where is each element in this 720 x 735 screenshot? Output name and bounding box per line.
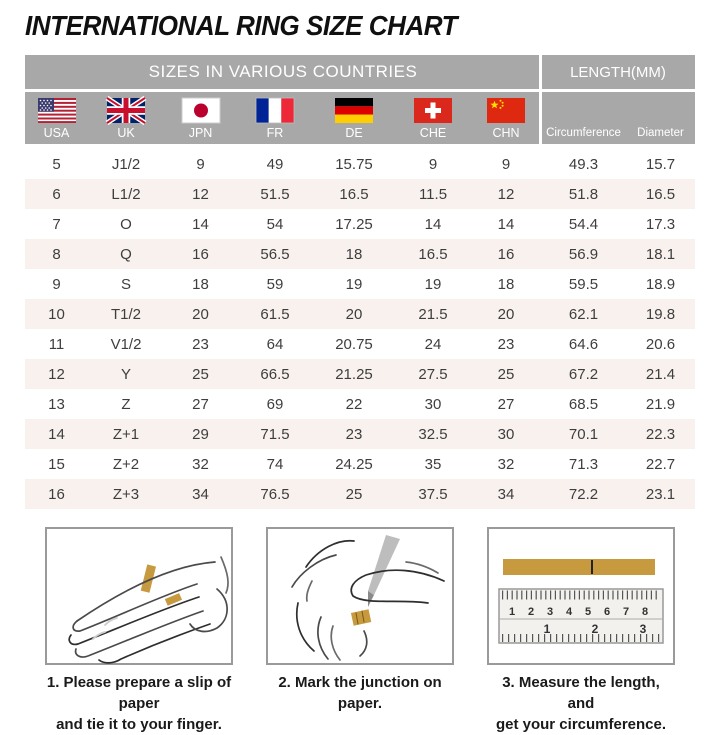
table-cell: 13 — [48, 395, 65, 413]
table-cell: 16 — [48, 485, 65, 503]
column-label-jpn: JPN — [188, 126, 213, 140]
table-cell: 54 — [266, 215, 284, 233]
table-cell: 68.5 — [568, 395, 599, 413]
table-cell: 5 — [52, 155, 61, 173]
table-cell: 23 — [192, 335, 209, 353]
table-cell: 7 — [52, 215, 61, 233]
table-cell: 35 — [424, 455, 442, 473]
table-cell: 49 — [266, 155, 284, 173]
table-cell: 69 — [266, 395, 284, 413]
table-cell: 9 — [52, 275, 61, 293]
table-cell: Z+2 — [112, 455, 140, 473]
table-cell: 11 — [48, 335, 65, 353]
table-cell: 29 — [192, 425, 209, 443]
table-cell: 27 — [192, 395, 209, 413]
table-cell: 9 — [196, 155, 205, 173]
table-cell: 72.2 — [568, 485, 599, 503]
ruler-cm-7: 7 — [622, 606, 630, 618]
country-columns — [25, 92, 541, 144]
table-cell: 16 — [497, 245, 515, 263]
column-che — [395, 92, 471, 144]
step-1-caption: 1. Please prepare a slip of paper and tie it to your finger. — [46, 674, 232, 733]
ruler-cm-8: 8 — [641, 606, 649, 618]
table-cell: 21.9 — [645, 395, 676, 413]
table-cell: 14 — [48, 425, 65, 443]
group-header-band — [25, 55, 695, 89]
table-cell: 37.5 — [418, 485, 448, 503]
table-cell: 59 — [266, 275, 284, 293]
column-label-uk: UK — [117, 126, 135, 140]
table-cell: 22.3 — [645, 425, 676, 443]
table-cell: 34 — [497, 485, 515, 503]
table-row — [25, 269, 695, 299]
ruler-inch-2: 2 — [591, 622, 599, 636]
table-cell: 51.5 — [260, 185, 290, 203]
table-cell: Z — [121, 395, 131, 413]
table-cell: 12 — [497, 185, 515, 203]
table-cell: 25 — [345, 485, 363, 503]
column-label-de: DE — [345, 126, 363, 140]
table-cell: 18 — [497, 275, 515, 293]
table-cell: 51.8 — [568, 185, 599, 203]
table-cell: 15.75 — [335, 155, 373, 173]
step-3-caption: 3. Measure the length, and get your circumference. — [495, 674, 667, 733]
length-columns — [541, 92, 695, 144]
table-cell: Z+1 — [112, 425, 140, 443]
column-label-fr: FR — [266, 126, 284, 140]
step-3 — [487, 527, 675, 735]
table-cell: 11.5 — [418, 185, 448, 203]
table-cell: V1/2 — [110, 335, 142, 353]
table-cell: 9 — [501, 155, 511, 173]
table-cell: 56.9 — [568, 245, 599, 263]
table-cell: 14 — [497, 215, 515, 233]
table-cell: S — [120, 275, 131, 293]
table-cell: 15 — [48, 455, 65, 473]
table-row — [25, 149, 695, 179]
flag-germany-icon — [335, 98, 373, 123]
table-cell: Q — [120, 245, 132, 263]
ruler-inch-1: 1 — [543, 622, 551, 636]
table-cell: O — [120, 215, 132, 233]
table-cell: 64 — [266, 335, 284, 353]
column-label-che: CHE — [419, 126, 447, 140]
pen-marking-junction-illustration — [266, 527, 454, 665]
column-header-band — [25, 92, 695, 144]
flag-japan-icon — [182, 98, 220, 123]
table-cell: 67.2 — [568, 365, 599, 383]
measuring-steps — [45, 527, 675, 735]
ruler-cm-1: 1 — [508, 606, 516, 618]
table-cell: L1/2 — [111, 185, 141, 203]
table-cell: 54.4 — [568, 215, 599, 233]
ruler-cm-5: 5 — [584, 606, 592, 618]
table-cell: 20.6 — [645, 335, 676, 353]
table-cell: 16.5 — [339, 185, 369, 203]
ruler-cm-3: 3 — [546, 606, 554, 618]
countries-group-header: SIZES IN VARIOUS COUNTRIES — [148, 62, 418, 81]
table-cell: 14 — [424, 215, 442, 233]
table-row — [25, 329, 695, 359]
table-cell: 21.5 — [418, 305, 448, 323]
table-cell: 71.3 — [568, 455, 599, 473]
table-cell: 24.25 — [335, 455, 373, 473]
table-cell: 76.5 — [260, 485, 290, 503]
table-cell: 18 — [192, 275, 209, 293]
table-cell: 56.5 — [260, 245, 290, 263]
length-group-header: LENGTH(MM) — [570, 63, 666, 81]
table-cell: 6 — [52, 185, 61, 203]
table-cell: 23 — [345, 425, 363, 443]
ruler-cm-6: 6 — [603, 606, 611, 618]
table-cell: 71.5 — [260, 425, 290, 443]
flag-china-icon — [487, 98, 525, 123]
table-cell: 49.3 — [568, 155, 599, 173]
table-cell: 21.4 — [645, 365, 676, 383]
table-cell: J1/2 — [111, 155, 141, 173]
table-cell: 74 — [266, 455, 284, 473]
flag-usa-icon — [38, 98, 76, 123]
vertical-divider — [539, 55, 542, 144]
table-row — [25, 449, 695, 479]
page-title: INTERNATIONAL RING SIZE CHART — [25, 10, 458, 41]
table-cell: T1/2 — [110, 305, 141, 323]
table-cell: 23 — [497, 335, 515, 353]
table-cell: 16.5 — [645, 185, 676, 203]
table-cell: 18 — [345, 245, 363, 263]
step-2-caption: 2. Mark the junction on paper. — [278, 674, 442, 712]
table-cell: 62.1 — [568, 305, 599, 323]
column-label-chn: CHN — [492, 126, 520, 140]
table-cell: 20 — [192, 305, 209, 323]
table-cell: 66.5 — [260, 365, 290, 383]
table-cell: 64.6 — [568, 335, 599, 353]
table-cell: 16.5 — [418, 245, 448, 263]
table-cell: 34 — [192, 485, 209, 503]
table-cell: Z+3 — [112, 485, 140, 503]
column-label-usa: USA — [43, 126, 70, 140]
table-cell: 25 — [497, 365, 515, 383]
table-cell: 30 — [424, 395, 442, 413]
ruler-inch-3: 3 — [639, 622, 647, 636]
table-cell: 21.25 — [335, 365, 373, 383]
ruler-measuring-illustration — [487, 527, 675, 665]
column-uk — [88, 92, 164, 144]
table-row — [25, 419, 695, 449]
table-cell: 22 — [345, 395, 363, 413]
table-cell: 25 — [192, 365, 209, 383]
table-cell: 12 — [48, 365, 65, 383]
flag-france-icon — [256, 98, 294, 123]
table-cell: 70.1 — [568, 425, 599, 443]
table-cell: 17.3 — [645, 215, 676, 233]
table-row — [25, 209, 695, 239]
hand-with-paper-strip-illustration — [45, 527, 233, 665]
table-cell: 19.8 — [645, 305, 676, 323]
flag-switzerland-icon — [414, 98, 452, 123]
table-cell: 18.9 — [645, 275, 676, 293]
table-cell: 9 — [428, 155, 438, 173]
table-cell: 17.25 — [335, 215, 373, 233]
table-row — [25, 479, 695, 509]
table-cell: 12 — [192, 185, 209, 203]
ruler-cm-4: 4 — [565, 606, 573, 618]
table-cell: 32.5 — [418, 425, 448, 443]
column-fr — [237, 92, 313, 144]
table-cell: 14 — [192, 215, 209, 233]
table-row — [25, 389, 695, 419]
table-row — [25, 179, 695, 209]
table-row — [25, 239, 695, 269]
ruler-cm-2: 2 — [527, 606, 535, 618]
column-chn — [471, 92, 541, 144]
column-label-diameter: Diameter — [637, 127, 684, 139]
ring-size-table — [25, 55, 695, 509]
table-cell: 22.7 — [645, 455, 676, 473]
table-cell: 20 — [345, 305, 363, 323]
table-cell: 20.75 — [335, 335, 373, 353]
table-cell: 20 — [497, 305, 515, 323]
table-cell: 23.1 — [645, 485, 676, 503]
table-row — [25, 299, 695, 329]
step-2 — [266, 527, 454, 735]
table-cell: 27.5 — [418, 365, 448, 383]
step-1 — [45, 527, 233, 735]
table-cell: 8 — [52, 245, 61, 263]
table-cell: 10 — [48, 305, 65, 323]
table-cell: 19 — [424, 275, 442, 293]
flag-uk-icon — [107, 98, 145, 123]
table-cell: 30 — [497, 425, 515, 443]
table-cell: 18.1 — [645, 245, 676, 263]
column-jpn — [164, 92, 237, 144]
table-cell: 27 — [497, 395, 515, 413]
table-cell: 59.5 — [568, 275, 599, 293]
column-usa — [25, 92, 88, 144]
table-cell: 16 — [192, 245, 209, 263]
column-de — [313, 92, 395, 144]
table-body — [25, 149, 695, 509]
table-cell: 24 — [424, 335, 442, 353]
table-row — [25, 359, 695, 389]
table-cell: 32 — [192, 455, 209, 473]
table-cell: 61.5 — [260, 305, 290, 323]
table-cell: Y — [120, 365, 131, 383]
table-header — [25, 55, 695, 144]
table-cell: 32 — [497, 455, 515, 473]
table-cell: 15.7 — [645, 155, 676, 173]
column-label-circumference: Circumference — [546, 127, 621, 139]
table-cell: 19 — [345, 275, 363, 293]
